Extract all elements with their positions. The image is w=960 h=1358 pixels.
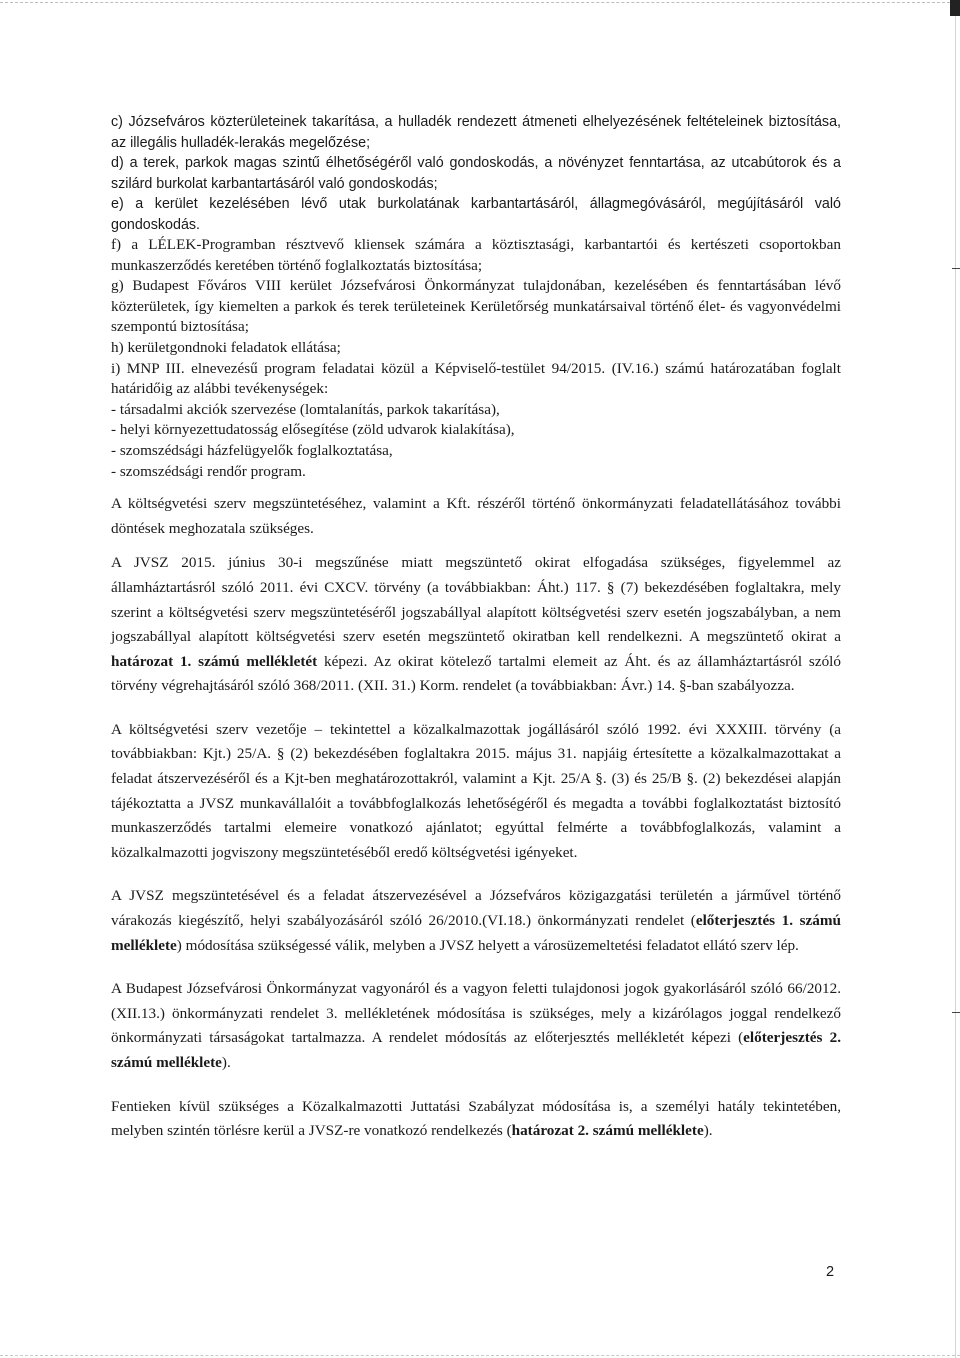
page-edge-bottom: [0, 1355, 960, 1356]
task-list-serif: [111, 235, 841, 482]
page-number: 2: [826, 1264, 835, 1280]
paragraph-text: Fentieken kívül szükséges a Közalkalmazotti Juttatási Szabályzat módosítása is, a személyi hatály tekintetében, melyben szintén törlésre kerül a JVSZ-re vonatkozó rendelkezés (: [111, 1097, 841, 1140]
paragraph: [111, 884, 841, 958]
list-item: g) Budapest Főváros VIII kerület Józsefvárosi Önkormányzat tulajdonában, kezelésében és fenntartásában lévő közterületek, így kiemelten a parkok és terek területeinek Kerületőrség munkatársaival történő élet- és vagyonvédelmi szempontú biztosítása;: [111, 277, 841, 336]
paragraph: [111, 977, 841, 1075]
document-body: [111, 112, 841, 1144]
scan-side-mark: [952, 268, 960, 269]
scan-side-mark: [952, 1012, 960, 1013]
bold-reference: előterjesztés 1. számú melléklete: [111, 912, 841, 954]
paragraph: [111, 551, 841, 699]
paragraph: [111, 718, 841, 866]
paragraph-text: ).: [703, 1122, 713, 1140]
list-item: c) Józsefváros közterületeinek takarítása, a hulladék rendezett átmeneti elhelyezésének feltételeinek biztosítása, az illegális hulladék-lerakás megelőzése;: [111, 114, 841, 151]
sub-list-item: - társadalmi akciók szervezése (lomtalanítás, parkok takarítása),: [111, 400, 500, 418]
paragraph-text: A Budapest Józsefvárosi Önkormányzat vagyonáról és a vagyon feletti tulajdonosi jogok gyakorlásáról szóló 66/2012. (XII.13.) önkormányzati rendelet 3. mellékletének módosítása is szükséges, mely a kizárólagos joggal rendelkező önkormányzati társaságokat tartalmazza. A rendelet módosítás az előterjesztés mellékletét képezi (: [111, 980, 841, 1047]
page-edge-top: [0, 2, 960, 3]
paragraph-text: ).: [221, 1054, 231, 1071]
list-item: i) MNP III. elnevezésű program feladatai közül a Képviselő-testület 94/2015. (IV.16.) számú határozatában foglalt határidőig az alábbi tevékenységek:: [111, 359, 841, 398]
bold-reference: határozat 1. számú mellékletét: [111, 652, 318, 670]
page-edge-right: [955, 0, 956, 1358]
bold-reference: határozat 2. számú melléklete: [511, 1122, 704, 1140]
scan-corner-mark: [950, 0, 960, 16]
paragraph-text: ) módosítása szükségessé válik, melyben a JVSZ helyett a városüzemeltetési feladatot ellátó szerv lép.: [176, 936, 799, 954]
paragraph: [111, 492, 841, 541]
sub-list-item: - szomszédsági házfelügyelők foglalkoztatása,: [111, 441, 393, 459]
paragraph-text: A költségvetési szerv vezetője – tekintettel a közalkalmazottak jogállásáról szóló 1992. évi XXXIII. törvény (a továbbiakban: Kjt.) 25/A. § (2) bekezdésében foglaltakra 2015. május 31. napjáig értesítette a közalkalmazottakat a feladat átszervezéséről és a Kjt-ben meghatározottakról, valamint a Kjt. 25/A §. (3) és 25/B §. (2) bekezdései alapján tájékoztatta a JVSZ munkavállalóit a továbbfoglalkozás lehetőségéről és megadta a további foglalkoztatást biztosító munkaszerződés tartalmi elemeire vonatkozó ajánlatot; egyúttal felmérte a továbbfoglalkozás, valamint a közalkalmazotti jogviszony megszüntetéséből eredő költségvetési igényeket.: [111, 720, 841, 861]
paragraph-text: A JVSZ megszüntetésével és a feladat átszervezésével a Józsefváros közigazgatási területén a járművel történő várakozás kiegészítő, helyi szabályozásáról szóló 26/2010.(VI.18.) önkormányzati rendelet (: [111, 887, 841, 930]
list-item: h) kerületgondnoki feladatok ellátása;: [111, 338, 341, 356]
paragraph-text: képezi. Az okirat kötelező tartalmi elemeit az Áht. és az államháztartásról szóló törvény végrehajtásáról szóló 368/2011. (XII. 31.) Korm. rendelet (a továbbiakban: Ávr.) 14. §-ban szabályozza.: [111, 652, 841, 695]
task-list-sans: [111, 112, 841, 235]
sub-list-item: - helyi környezettudatosság elősegítése (zöld udvarok kialakítása),: [111, 421, 515, 439]
paragraph-text: A JVSZ 2015. június 30-i megszűnése miatt megszüntető okirat elfogadása szükséges, figyelemmel az államháztartásról szóló 2011. évi CXCV. törvény (a továbbiakban: Áht.) 117. § (7) bekezdésében foglaltakra, mely szerint a költségvetési szerv megszüntetéséről jogszabállyal alapított költségvetési szerv esetén jogszabályban, a nem jogszabállyal alapított költségvetési szerv esetén megszüntető okiratban kell rendelkezni. A megszüntető okirat a: [111, 554, 841, 646]
list-item: d) a terek, parkok magas szintű élhetőségéről való gondoskodás, a növényzet fenntartása, az utcabútorok és a szilárd burkolat karbantartásáról való gondoskodás;: [111, 155, 841, 192]
sub-list-item: - szomszédsági rendőr program.: [111, 462, 306, 480]
paragraph-text: A költségvetési szerv megszüntetéséhez, valamint a Kft. részéről történő önkormányzati feladatellátásához további döntések meghozatala szükséges.: [111, 495, 841, 537]
paragraph: [111, 1095, 841, 1144]
bold-reference: előterjesztés 2. számú melléklete: [111, 1029, 841, 1071]
list-item: f) a LÉLEK-Programban résztvevő kliensek számára a köztisztasági, karbantartói és kertészeti csoportokban munkaszerződés keretében történő foglalkoztatás biztosítása;: [111, 236, 841, 274]
list-item: e) a kerület kezelésében lévő utak burkolatának karbantartásáról, állagmegóvásáról, megújításáról való gondoskodás.: [111, 196, 841, 233]
